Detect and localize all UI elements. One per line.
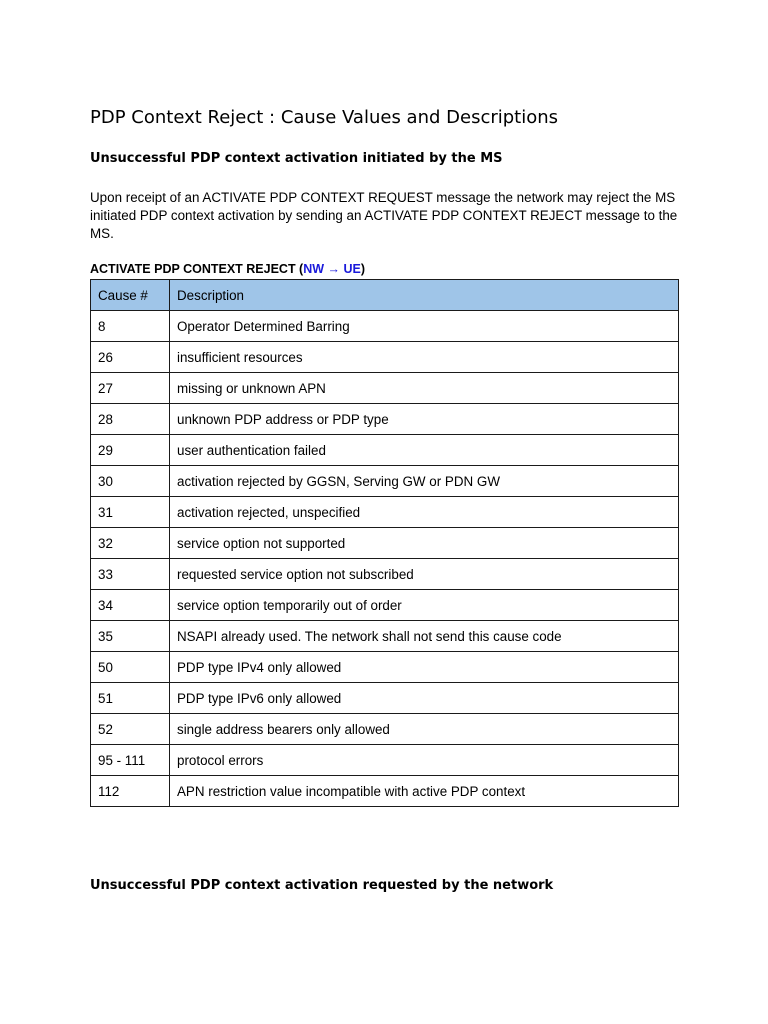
cause-description: single address bearers only allowed	[170, 714, 679, 745]
table-row	[91, 621, 679, 652]
page-title: PDP Context Reject : Cause Values and Descriptions	[90, 107, 559, 128]
cause-number: 112	[91, 776, 170, 807]
table-row	[91, 311, 679, 342]
table-body	[91, 311, 679, 807]
section-heading-ms-initiated: Unsuccessful PDP context activation initiated by the MS	[90, 151, 503, 166]
cause-description: requested service option not subscribed	[170, 559, 679, 590]
intro-paragraph: Upon receipt of an ACTIVATE PDP CONTEXT REQUEST message the network may reject the MS initiated PDP context activation by sending an ACTIVATE PDP CONTEXT REJECT message to the MS.	[90, 190, 678, 241]
cause-number: 8	[91, 311, 170, 342]
cause-description: activation rejected, unspecified	[170, 497, 679, 528]
cause-description: service option not supported	[170, 528, 679, 559]
table-caption	[90, 261, 365, 277]
table-row	[91, 528, 679, 559]
cause-description: NSAPI already used. The network shall not send this cause code	[170, 621, 679, 652]
cause-number: 51	[91, 683, 170, 714]
cause-number: 26	[91, 342, 170, 373]
cause-description: service option temporarily out of order	[170, 590, 679, 621]
cause-description: activation rejected by GGSN, Serving GW or PDN GW	[170, 466, 679, 497]
table-row	[91, 435, 679, 466]
header-description: Description	[170, 280, 679, 311]
table-header-row	[91, 280, 679, 311]
cause-number: 34	[91, 590, 170, 621]
cause-number: 95 - 111	[91, 745, 170, 776]
table-row	[91, 652, 679, 683]
table-row	[91, 497, 679, 528]
cause-number: 35	[91, 621, 170, 652]
cause-values-table	[90, 279, 679, 807]
table-row	[91, 559, 679, 590]
cause-number: 31	[91, 497, 170, 528]
table-row	[91, 373, 679, 404]
table-caption-prefix: ACTIVATE PDP CONTEXT REJECT (	[90, 262, 304, 276]
section-heading-network-requested: Unsuccessful PDP context activation requested by the network	[90, 878, 554, 893]
cause-number: 50	[91, 652, 170, 683]
direction-label: NW → UE	[303, 262, 361, 276]
cause-description: unknown PDP address or PDP type	[170, 404, 679, 435]
cause-description: missing or unknown APN	[170, 373, 679, 404]
cause-description: user authentication failed	[170, 435, 679, 466]
table-caption-suffix: )	[360, 262, 366, 276]
cause-number: 29	[91, 435, 170, 466]
cause-number: 27	[91, 373, 170, 404]
table-row	[91, 404, 679, 435]
cause-number: 32	[91, 528, 170, 559]
cause-description: insufficient resources	[170, 342, 679, 373]
cause-description: Operator Determined Barring	[170, 311, 679, 342]
table-row	[91, 776, 679, 807]
cause-description: PDP type IPv6 only allowed	[170, 683, 679, 714]
cause-number: 52	[91, 714, 170, 745]
cause-number: 33	[91, 559, 170, 590]
cause-description: PDP type IPv4 only allowed	[170, 652, 679, 683]
table-row	[91, 683, 679, 714]
table-row	[91, 342, 679, 373]
header-cause-number: Cause #	[91, 280, 170, 311]
cause-description: protocol errors	[170, 745, 679, 776]
cause-description: APN restriction value incompatible with active PDP context	[170, 776, 679, 807]
table-row	[91, 714, 679, 745]
cause-number: 30	[91, 466, 170, 497]
table-row	[91, 745, 679, 776]
table-row	[91, 590, 679, 621]
cause-number: 28	[91, 404, 170, 435]
table-row	[91, 466, 679, 497]
